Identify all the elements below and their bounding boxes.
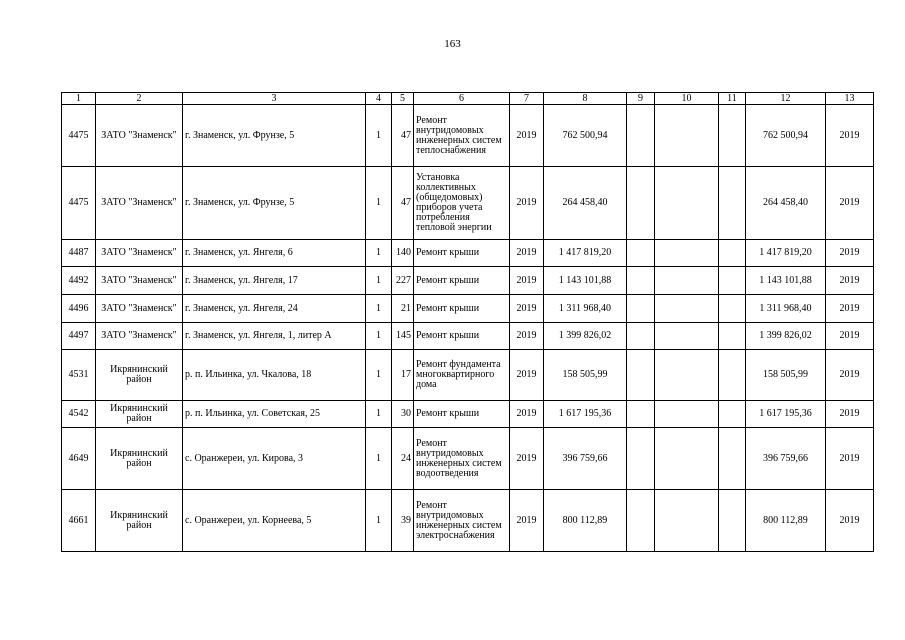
cell-year: 2019 <box>510 167 544 240</box>
cell-c5: 47 <box>392 105 414 167</box>
cell-c9 <box>627 105 655 167</box>
cell-c12: 1 617 195,36 <box>746 401 826 428</box>
cell-year: 2019 <box>510 267 544 295</box>
cell-c10 <box>655 401 719 428</box>
cell-work: Установка коллективных (общедомовых) приборов учета потребления тепловой энергии <box>414 167 510 240</box>
cell-c5: 140 <box>392 240 414 267</box>
cell-c11 <box>719 323 746 350</box>
cell-id: 4475 <box>62 167 96 240</box>
cell-c10 <box>655 240 719 267</box>
cell-c11 <box>719 350 746 401</box>
cell-c4: 1 <box>366 350 392 401</box>
cell-year: 2019 <box>510 490 544 552</box>
cell-year: 2019 <box>510 240 544 267</box>
cell-year: 2019 <box>510 323 544 350</box>
table-row <box>62 295 874 323</box>
table-row <box>62 350 874 401</box>
cell-work: Ремонт крыши <box>414 240 510 267</box>
cell-work: Ремонт внутридомовых инженерных систем теплоснабжения <box>414 105 510 167</box>
cell-id: 4661 <box>62 490 96 552</box>
column-header: 8 <box>544 93 627 105</box>
table-row <box>62 323 874 350</box>
cell-c13: 2019 <box>826 167 874 240</box>
cell-id: 4496 <box>62 295 96 323</box>
cell-c12: 1 311 968,40 <box>746 295 826 323</box>
cell-address: г. Знаменск, ул. Янгеля, 24 <box>183 295 366 323</box>
cell-c12: 1 143 101,88 <box>746 267 826 295</box>
register-table <box>61 92 874 552</box>
cell-id: 4492 <box>62 267 96 295</box>
cell-c12: 762 500,94 <box>746 105 826 167</box>
cell-c13: 2019 <box>826 323 874 350</box>
cell-c10 <box>655 323 719 350</box>
cell-c5: 30 <box>392 401 414 428</box>
cell-c13: 2019 <box>826 490 874 552</box>
cell-c10 <box>655 167 719 240</box>
cell-c4: 1 <box>366 240 392 267</box>
cell-cost: 1 617 195,36 <box>544 401 627 428</box>
cell-c12: 396 759,66 <box>746 428 826 490</box>
cell-district: ЗАТО "Знаменск" <box>96 295 183 323</box>
cell-work: Ремонт крыши <box>414 267 510 295</box>
cell-cost: 1 143 101,88 <box>544 267 627 295</box>
cell-work: Ремонт внутридомовых инженерных систем электроснабжения <box>414 490 510 552</box>
cell-district: Икрянинский район <box>96 350 183 401</box>
cell-c13: 2019 <box>826 295 874 323</box>
cell-c11 <box>719 295 746 323</box>
cell-c4: 1 <box>366 295 392 323</box>
cell-district: ЗАТО "Знаменск" <box>96 267 183 295</box>
cell-cost: 1 417 819,20 <box>544 240 627 267</box>
cell-c4: 1 <box>366 490 392 552</box>
cell-c10 <box>655 350 719 401</box>
cell-c11 <box>719 490 746 552</box>
cell-c10 <box>655 267 719 295</box>
cell-work: Ремонт крыши <box>414 295 510 323</box>
cell-cost: 800 112,89 <box>544 490 627 552</box>
header-row <box>62 93 874 105</box>
cell-cost: 396 759,66 <box>544 428 627 490</box>
table-row <box>62 401 874 428</box>
column-header: 3 <box>183 93 366 105</box>
cell-c5: 24 <box>392 428 414 490</box>
cell-address: г. Знаменск, ул. Янгеля, 6 <box>183 240 366 267</box>
cell-cost: 264 458,40 <box>544 167 627 240</box>
cell-work: Ремонт фундамента многоквартирного дома <box>414 350 510 401</box>
cell-c4: 1 <box>366 428 392 490</box>
cell-c9 <box>627 323 655 350</box>
table-row <box>62 167 874 240</box>
cell-id: 4475 <box>62 105 96 167</box>
table-row <box>62 105 874 167</box>
cell-id: 4542 <box>62 401 96 428</box>
table-row <box>62 267 874 295</box>
cell-cost: 1 399 826,02 <box>544 323 627 350</box>
cell-district: ЗАТО "Знаменск" <box>96 167 183 240</box>
cell-id: 4497 <box>62 323 96 350</box>
cell-cost: 762 500,94 <box>544 105 627 167</box>
cell-c9 <box>627 428 655 490</box>
column-header: 9 <box>627 93 655 105</box>
cell-district: ЗАТО "Знаменск" <box>96 323 183 350</box>
table-row <box>62 490 874 552</box>
cell-c12: 800 112,89 <box>746 490 826 552</box>
cell-district: ЗАТО "Знаменск" <box>96 105 183 167</box>
cell-c9 <box>627 350 655 401</box>
cell-c11 <box>719 240 746 267</box>
column-header: 6 <box>414 93 510 105</box>
cell-address: г. Знаменск, ул. Фрунзе, 5 <box>183 105 366 167</box>
column-header: 2 <box>96 93 183 105</box>
column-header: 10 <box>655 93 719 105</box>
cell-cost: 158 505,99 <box>544 350 627 401</box>
cell-c13: 2019 <box>826 401 874 428</box>
cell-work: Ремонт крыши <box>414 401 510 428</box>
cell-year: 2019 <box>510 401 544 428</box>
cell-address: г. Знаменск, ул. Фрунзе, 5 <box>183 167 366 240</box>
cell-address: р. п. Ильинка, ул. Советская, 25 <box>183 401 366 428</box>
cell-address: г. Знаменск, ул. Янгеля, 17 <box>183 267 366 295</box>
table-row <box>62 240 874 267</box>
cell-id: 4487 <box>62 240 96 267</box>
cell-c5: 17 <box>392 350 414 401</box>
cell-c13: 2019 <box>826 267 874 295</box>
cell-work: Ремонт крыши <box>414 323 510 350</box>
cell-year: 2019 <box>510 105 544 167</box>
cell-id: 4649 <box>62 428 96 490</box>
cell-c5: 227 <box>392 267 414 295</box>
cell-c11 <box>719 401 746 428</box>
cell-c5: 145 <box>392 323 414 350</box>
cell-c9 <box>627 295 655 323</box>
cell-address: с. Оранжереи, ул. Корнеева, 5 <box>183 490 366 552</box>
cell-district: Икрянинский район <box>96 490 183 552</box>
cell-c5: 39 <box>392 490 414 552</box>
cell-c13: 2019 <box>826 350 874 401</box>
cell-year: 2019 <box>510 350 544 401</box>
cell-address: г. Знаменск, ул. Янгеля, 1, литер А <box>183 323 366 350</box>
column-header: 7 <box>510 93 544 105</box>
cell-c4: 1 <box>366 105 392 167</box>
cell-cost: 1 311 968,40 <box>544 295 627 323</box>
column-header: 11 <box>719 93 746 105</box>
column-header: 12 <box>746 93 826 105</box>
cell-address: с. Оранжереи, ул. Кирова, 3 <box>183 428 366 490</box>
cell-c10 <box>655 490 719 552</box>
cell-c13: 2019 <box>826 240 874 267</box>
cell-c12: 264 458,40 <box>746 167 826 240</box>
cell-c13: 2019 <box>826 428 874 490</box>
cell-year: 2019 <box>510 428 544 490</box>
cell-c4: 1 <box>366 401 392 428</box>
cell-c4: 1 <box>366 167 392 240</box>
cell-c10 <box>655 428 719 490</box>
cell-id: 4531 <box>62 350 96 401</box>
cell-district: Икрянинский район <box>96 401 183 428</box>
cell-address: р. п. Ильинка, ул. Чкалова, 18 <box>183 350 366 401</box>
cell-c9 <box>627 490 655 552</box>
cell-c12: 1 399 826,02 <box>746 323 826 350</box>
column-header: 5 <box>392 93 414 105</box>
page-number: 163 <box>444 38 461 50</box>
cell-c11 <box>719 267 746 295</box>
cell-district: Икрянинский район <box>96 428 183 490</box>
cell-c13: 2019 <box>826 105 874 167</box>
cell-c12: 158 505,99 <box>746 350 826 401</box>
cell-c9 <box>627 401 655 428</box>
cell-c9 <box>627 267 655 295</box>
cell-c10 <box>655 295 719 323</box>
cell-district: ЗАТО "Знаменск" <box>96 240 183 267</box>
cell-c10 <box>655 105 719 167</box>
column-header: 4 <box>366 93 392 105</box>
cell-c9 <box>627 240 655 267</box>
cell-c4: 1 <box>366 323 392 350</box>
cell-c11 <box>719 167 746 240</box>
cell-c5: 47 <box>392 167 414 240</box>
cell-c12: 1 417 819,20 <box>746 240 826 267</box>
column-header: 13 <box>826 93 874 105</box>
cell-year: 2019 <box>510 295 544 323</box>
cell-c5: 21 <box>392 295 414 323</box>
cell-c9 <box>627 167 655 240</box>
cell-work: Ремонт внутридомовых инженерных систем водоотведения <box>414 428 510 490</box>
cell-c11 <box>719 428 746 490</box>
cell-c4: 1 <box>366 267 392 295</box>
cell-c11 <box>719 105 746 167</box>
table-row <box>62 428 874 490</box>
column-header: 1 <box>62 93 96 105</box>
